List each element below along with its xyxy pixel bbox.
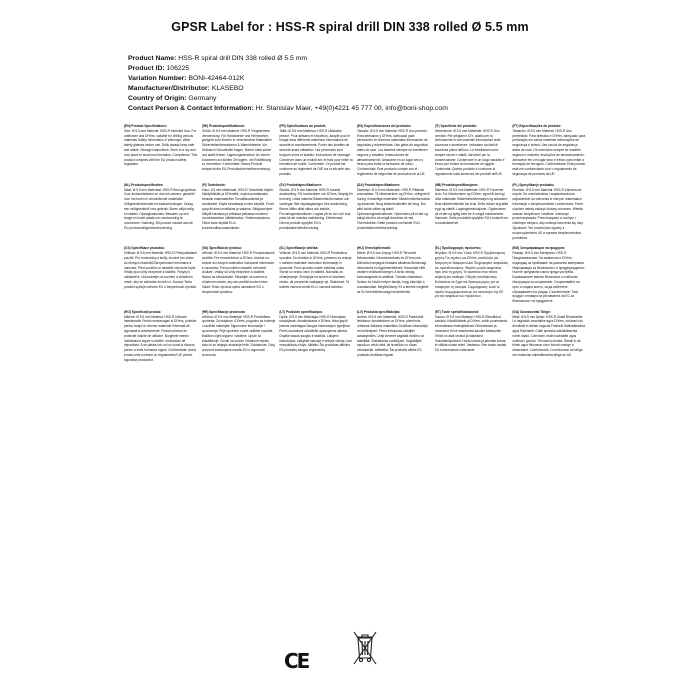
language-specifications-grid [124, 124, 586, 369]
language-section-title: (EN) Product Specifications: [124, 124, 168, 128]
footer-icons [0, 628, 700, 688]
language-section [202, 124, 276, 177]
language-row [124, 246, 586, 304]
language-section [512, 246, 586, 304]
language-section-title: (LT) Produkto specifikacijos: [279, 309, 323, 314]
variation-row [128, 74, 448, 84]
language-section [279, 310, 353, 363]
language-section-title: (FI) Tuotetiedot: [201, 182, 226, 187]
language-section [202, 310, 276, 363]
language-section-title: (NL) Productspecificaties: [124, 182, 164, 187]
language-section-body: Tamanho: Ø 5.5 mm Material: HSS-R Uso pretendido: Para artesãos e DIYers, adequado para perfuração em vários materiais Informações de segurança e avisos: Use óculos de segurança antes de usar. Os exercícios sempre se mantêm seguros e estáveis. Instruções de armazenamento: Armazene em um lugar seco e fresco para evitar a formação de ferrugem. Conformidade: Este produto está em conformidade com o regulamento de segurança de produtos da UE. [512, 128, 586, 176]
language-section [124, 124, 198, 177]
language-section-body: Storlek: Ø 5.5 mm Material: HSS-R Avsedd användning: För hantverkare och DIYers, lämplig för borrning i olika material Säkerhetsinformation och varningar: Bär skyddsglasögon före användning. Borrar håller alltid säkra och stabila. Förvaringsinstruktioner: Lagras på en torr och sval plats för att undvika rostbildning. Efterlevnad: Denna produkt uppfyller EU:s produktsäkerhetsförordning. [279, 187, 353, 230]
page-title: GPSR Label for : HSS-R spiral drill DIN 338 rolled Ø 5.5 mm [171, 20, 529, 34]
manufacturer-row [128, 84, 448, 94]
language-section-body: Suurus: Ø 5.5 mm Materjal: HSS-R Ettenähtud kasutus: Käsitöölistele ja DIYers, sobib puurimiseks erinevatesse materjalidesse Ohutusteave ja hoiatused: Enne kasutamist kandke kaitseprille. Trellid on alati ohutud ja stabiilsed. Hoiustamisjuhised: Hoida kuivas ja jahedas kohas, et vältida rooste teket. Vastavus: See toode vastab ELi tooteohutuse määrusele. [434, 314, 508, 353]
product-name-label: Product Name: [128, 55, 177, 62]
language-section [279, 183, 353, 241]
language-section [279, 124, 353, 177]
language-section-body: Μέγεθος: Ø 5.5 mm Υλικό: HSS-R Προβλεπόμενη χρήση: Για τεχνίτες και DIYers, κατάλληλο για διάτρηση σε διάφορα υλικά Πληροφορίες ασφαλείας και προειδοποιήσεις: Φοράτε γυαλιά ασφαλείας πριν από τη χρήση. Τα τρυπάνια είναι πάντα ασφαλή και σταθερά. Οδηγίες αποθήκευσης: Φυλάσσετε σε ξηρό και δροσερό μέρος για να αποφύγετε τη σκουριά. Συμμόρφωση: Αυτό το προϊόν συμμορφώνεται με τον κανονισμό της ΕΕ για την ασφάλεια των προϊόντων. [434, 251, 509, 299]
variation-label: Variation Number: [128, 75, 187, 82]
product-name-value: HSS-R spiral drill DIN 338 rolled Ø 5.5 mm [178, 55, 308, 62]
language-section [124, 183, 198, 241]
language-section-body: Rozmiar: Ø 5.5 mm Materiał: HSS-R Zamierzone użycie: Do rzemieślników i majsterkowiczów, odpowiednie do wiercenia w różnych materiałach Informacje o bezpieczeństwie i ostrzeżenia: Przed użyciem należy założyć okulary ochronne. Wiertła zawsze bezpieczne i stabilne. Instrukcje przechowywania: Przechowywać w suchym i chłodnym miejscu, aby uniknąć tworzenia się rdzy. Zgodność: Ten produkt jest zgodny z rozporządzeniem UE w sprawie bezpieczeństwa produktów. [512, 187, 584, 240]
language-section-body: Size: Ø 5.5 mm Material: HSS-R Intended Use: For craftsmen and DIYers, suitable for drilling various materials Safety Information & Warnings: Wear safety glasses before use. Drills always keep safe and stable. Storage instructions: Store in a dry and cool place to avoid rust formation. Compliance: This product complies with the EU product safety regulation. [124, 128, 198, 167]
language-section-title: (SK) Špecifikácia výrobku: [201, 246, 242, 251]
language-section-body: Größe: Ø 5.5 mm Material: HSS-R Vorgesehene Verwendung: Für Handwerker und Heimwerker, geeignet zum Bohren in verschiedene Materialien Sicherheitsinformationen & Warnhinweise: Vor Gebrauch Schutzbrille tragen. Bohrer stets sicher und stabil führen. Lagerungshinweise: An einem trockenen und kühlen Ort lagern, um Rostbildung zu vermeiden. Konformität: Dieses Produkt entspricht der EU-Produktsicherheitsverordnung. [201, 128, 272, 172]
language-section [512, 183, 586, 241]
language-section-title: (FR) Spécifications du produit: [279, 124, 326, 128]
language-section-title: (DA) Produktspecifikationer: [356, 182, 401, 187]
language-section-body: Veličina: Ø 5.5 mm Materijal: HSS-R Predviđena upotreba: Za majstore i DIYers, pogodno za bušenje u različite materijale Sigurnosne informacije i upozorenja: Prije upotrebe nosite zaštitne naočale. Bušilice uvijek sigurne i stabilne. Upute za skladištenje: Čuvati na suhom i hladnom mjestu kako bi se izbjeglo stvaranje hrđe. Sukladnost: Ovaj proizvod zadovoljava uredbu EU o sigurnosti proizvoda. [201, 314, 276, 358]
language-section-title: (SL) Specifikacije izdelka: [279, 246, 319, 251]
origin-row [128, 94, 448, 104]
contact-row [128, 104, 448, 114]
language-section-body: Méret: Ø 5.5 mm Anyag: HSS-R Tervezett felhasználás: Kézműveseknek és DIYers-nek, különböző anyagok fúrására alkalmas Biztonsági információk és figyelmeztetések: Használat előtt viseljen védőszemüveget. A fúrók mindig biztonságosak és stabilak. Tárolási utasítások: Száraz és hűvös helyen tárolja, hogy elkerülje a rozsdásodást. Megfelelőség: Ez a termék megfelel az EU termékbiztonsági rendeletének. [356, 251, 429, 294]
language-section-body: Velikost: Ø 5.5 mm Materiál: HSS-R Předpokládané použití: Pro řemeslníky a kutily, vhodné pro vrtání do různých materiálů Bezpečnostní informace a varování: Před použitím si nasaďte ochranné brýle. Vrtáky jsou vždy bezpečné a stabilní. Pokyny k uskladnění: Uchovávejte na suchém a chladném místě, aby se zabránilo tvorbě rzi. Soulad: Tento produkt splňuje nařízení EU o bezpečnosti výrobků. [124, 251, 197, 289]
language-row [124, 183, 586, 241]
product-name-row [128, 54, 448, 64]
language-section-body: Maat: Ø 5.5 mm Materiaal: HSS-R Beoogd gebruik: Voor ambachtslieden en doe-het-zelvers, geschikt voor het boren in verschillende materialen Veiligheidsinformatie en waarschuwingen: Draag een veiligheidsbril voor gebruik. Boren altijd veilig en stabiel. Opslaginstructies: Bewaren op een droge en koele plaats om roestvorming te voorkomen. Naleving: Dit product voldoet aan de EU-productveiligheidsverordening. [124, 187, 197, 230]
language-section-body: Размер: Ø 5.5 mm Материал: HSS-R Предназначение: За занаятчии и DIYers, подходящ за пробиване на различни материали Информация за безопасност и предупреждения: Носете предпазни очила преди употреба. Бормашините винаги безопасни и стабилни. Инструкции за съхранение: Съхранявайте на сухо и хладно място, за да избегнете образуването на ръжда. Съответствие: Този продукт отговаря на регламента на ЕС за безопасност на продуктите. [512, 251, 585, 304]
product-id-row [128, 64, 448, 74]
manufacturer-label: Manufacturer/Distributor: [128, 85, 210, 92]
language-section [435, 310, 509, 363]
language-section-title: (SV) Produktspecifikationer: [279, 182, 323, 187]
language-section-title: (DE) Produktspezifikationen: [201, 124, 246, 128]
language-section-body: Mărime: Ø 5.5 mm Material: HSS-R Utilizare intenționată: Pentru meșteșugari și DIYers, potrivite pentru forajul în diverse materiale Informații de siguranță și avertismente: Purtați ochelari de protecție înainte de utilizare. Burghiele mențin întotdeauna sigure și stabile. Instrucțiuni de depozitare: A se păstra într-un loc uscat și răcoros pentru a evita formarea ruginii. Conformitate: Acest produs este conform cu regulamentul UE privind siguranța produselor. [124, 314, 197, 362]
language-section [435, 124, 509, 177]
language-section-title: (IT) Specifiche del prodotto: [434, 124, 477, 128]
language-section-body: Méid: Ø 5.5 mm Ábhar: HSS-R Úsáid Bheartaithe: Le haghaidh ceardaithe agus DIYers, oiriúnach do dhruileáil in ábhair éagsúla Faisnéis Sábháilteachta agus Rabhaidh: Caith spéaclaí sábháilteachta roimh úsáid. Coinníonn druilirí sábháilte agus cobhsaí i gcónaí. Treoracha stórála: Stóráil in áit thirim agus fhionnuar chun foirmiú meirge a sheachaint. Comhlíonadh: Comhlíonann an táirge seo rialachán sábháilteachta táirge an AE. [512, 314, 585, 358]
language-section [202, 246, 276, 304]
language-section-title: (NB) Produktspesifikasjoner: [434, 182, 479, 187]
product-id-value: 106225 [166, 65, 190, 72]
language-section-title: (RO) Specificații produs: [124, 309, 162, 314]
language-section [357, 124, 431, 177]
language-section [279, 246, 353, 304]
language-section [124, 246, 198, 304]
language-section-body: Veľkosť: Ø 5.5 mm Materiál: HSS-R Predpokladané použitie: Pre remeselníkov a DIYers, vhodné na vŕtanie do rôznych materiálov Varovanie informácie a varovania: Pred použitím nasaďte ochranné okuliare. Vrtáky sú vždy bezpečné a stabilné. Návod na skladovanie: Skladujte na suchom a chladnom mieste, aby ste predišli tvorbe hrdze. Súlad: Tento výrobok spĺňa nariadenie EÚ o bezpečnosti výrobkov. [201, 251, 275, 294]
crossed-out-wheelie-bin-icon [350, 628, 380, 668]
language-section-body: Størrelse: Ø 5.5 mm Materiale: HSS-R Påtænkt anvendelse: Til håndværkere og DIYers, velegnet til boring i forskellige materialer Sikkerhedsinformation og advarsler: Brug sikkerhedsbriller før brug. Bor altid holde sikker og stabil. Opbevaringsinstruktioner: Opbevares på et tørt og køligt sted for at undgå dannelse af rust. Overholdelse: Dette produkt overholder EU's produktsikkerhedsforordning. [356, 187, 431, 230]
language-section-title: (HR) Specifikacije proizvoda: [201, 309, 246, 314]
language-section-title: (BG) Спецификации на продукта: [512, 246, 566, 251]
language-section-body: Dimensione: Ø 5.5 mm Materiale: HSS-R Uso previsto: Per artigiani e DIY, adatto per la perforazione in vari materiali Informazioni sulla sicurezza e avvertenze: Indossare occhiali di sicurezza prima dell'uso. Le trivellazioni sono sempre sicure e stabili. Istruzioni per la conservazione: Conservare in un luogo asciutto e fresco per evitare la formazione di ruggine. Conformità: Questo prodotto è conforme al regolamento sulla sicurezza dei prodotti dell'UE. [434, 128, 505, 176]
language-section-title: (ET) Toote spetsifikatsioonid: [434, 309, 480, 314]
language-section-body: Izmērs: Ø 5.5 mm Materiāls: HSS-R Paredzētā lietošana: Amatniekiem un DIYers, piemērots urbšanai dažādos materiālos Drošības informācija un brīdinājumi: Pirms lietošanas valkājiet aizsargbrilles. Urbji vienmēr saglabā drošību un stabilitāti. Glabāšanas norādījumi: Uzglabājiet sausā un vēsā vietā, lai izvairītos no rūsas veidošanās. Atbilstība: Šis produkts atbilst ES produktu drošības regulai. [356, 314, 428, 358]
product-id-label: Product ID: [128, 65, 165, 72]
language-section-body: Størrelse: Ø 5.5 mm Materiale: HSS-R Forventet bruk: For håndverkere og DIYere, egnet til boring i ulike materialer Sikkerhetsinformasjon og advarsler: Bruk sikkerhetsbriller før bruk. Drills holder seg alltid trygt og stabilt. Lagringsinstruksjoner: Oppbevares på et tørt og kjølig sted for å unngå rustdannelse. Samsvar: Dette produktet oppfyller EU's forskrift om produktsikkerhet. [434, 187, 509, 226]
language-section [357, 246, 431, 304]
language-section-body: Koko: 5.5 mm Materiaali: HSS-R Tarkoitettu käyttö: Käsityöläisille ja DIYereille, sopiva porattavaksi erilaisiin materiaaleihin Turvallisuustiedot ja varoitukset: Käytä turvalaseja ennen käyttöä. Porat pysyvät aina turvallisina ja vakaina. Säilytysohjeet: Säilytä kuivassa ja viileässä paikassa ruosteen muodostumisen välttämiseksi. Yhdenmukaisuus: Tämä tuote täyttää EU:n tuoteturvallisuusasetuksen. [201, 187, 274, 230]
language-section-body: Dydis: Ø 5.5 mm Medžiaga: HSS-R Numatytas naudojimas: Amatininkams ir DIYers, tinka gręžti įvairias medžiagas Saugos informacija ir įspėjimai: Prieš naudodami užsidėkite apsauginius akinius. Grąžtai visada saugūs ir stabilūs. Laikymo instrukcijos: Laikykite sausoje ir vėsioje vietoje, kad nesusidarytų rūdys. Atitiktis: Šis produktas atitinka ES produktų saugos reglamentą. [279, 314, 352, 353]
language-section-title: (HU) Termékjellemzők: [356, 246, 392, 251]
contact-label: Contact Person & Contact Information: [128, 105, 254, 112]
contact-value: Hr. Stanislav Maer, +49(0)4221 45 777 00, info@boni-shop.com [255, 105, 448, 112]
language-section [202, 183, 276, 241]
ce-mark-icon: CE [284, 649, 309, 673]
language-section [124, 310, 198, 363]
language-section [435, 246, 509, 304]
language-row [124, 310, 586, 363]
language-section-title: (EL) Προδιαγραφές προϊόντος: [434, 246, 482, 251]
language-section-title: (GA) Sonraíochtaí Táirge: [512, 309, 551, 314]
product-info-block [128, 54, 448, 114]
manufacturer-value: KLASEBO [211, 85, 244, 92]
variation-value: BONI-42464-012K [188, 75, 245, 82]
origin-value: Germany [188, 95, 217, 102]
language-section-body: Velikost: Ø 5.5 mm Material: HSS-R Predvidena uporaba: Za obrtnike in DIYers, primerno za vrtanje v različne materiale Varnostne informacije in opozorila: Pred uporabo nosite zaščitna očala. Svedri so vedno varni in stabilni. Navodila za shranjevanje: Shranjujte na suhem in hladnem mestu, da preprečite nastajanje rje. Skladnost: Ta izdelek ustreza uredbi EU o varnosti izdelkov. [279, 251, 352, 289]
language-section [357, 310, 431, 363]
language-section-title: (LV) Produkta specifikācijas: [356, 309, 401, 314]
language-section [435, 183, 509, 241]
language-section-body: Tamaño: Ø 5.5 mm Material: HSS-R Uso previsto: Para artesanos y DIYers, adecuado para perforación en diversos materiales Información de seguridad y advertencias: Use gafas de seguridad antes de usar. Los taladros siempre se mantienen seguros y estables. Instrucciones de almacenamiento: Almacene en un lugar seco y fresco para evitar la formación de óxido. Conformidad: Este producto cumple con el reglamento de seguridad de productos de la UE. [356, 128, 428, 176]
language-row [124, 124, 586, 177]
language-section [512, 124, 586, 177]
language-section-title: (ES) Especificaciones del producto: [356, 124, 412, 128]
language-section-title: (PL) Specyfikacje produktu: [512, 182, 555, 187]
language-section [512, 310, 586, 363]
language-section [357, 183, 431, 241]
origin-label: Country of Origin: [128, 95, 187, 102]
language-section-body: Taille: Ø 5.5 mm Matériau: HSS-R Utilisation prévue: Pour artisans et bricoleurs, adapté pour le forage dans différents matériaux Informations de sécurité et avertissements: Porter des lunettes de sécurité avant utilisation. Les perceuses sont toujours sûres et stables. Instructions de stockage: Conserver dans un endroit sec et frais pour éviter la formation de rouille. Conformité: Ce produit est conforme au règlement de l'UE sur la sécurité des produits. [279, 128, 353, 176]
language-section-title: (CS) Specifikace produktu: [124, 246, 165, 251]
language-section-title: (PT) Especificações do produto: [512, 124, 562, 128]
